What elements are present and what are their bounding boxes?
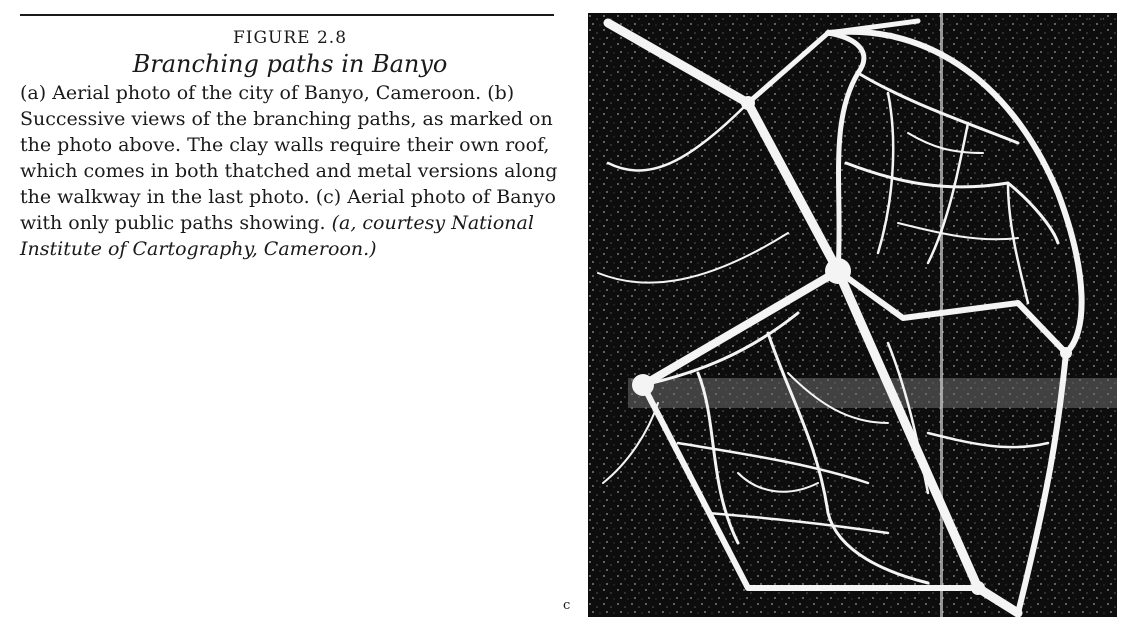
top-rule [20, 14, 554, 16]
figure-credit: (a, courtesy National Institute of Cartography, Cameroon.) [20, 212, 534, 260]
figure-body [20, 80, 560, 262]
path-network-image [588, 13, 1117, 617]
figure-caption [20, 22, 560, 262]
aerial-photo-paths [588, 13, 1117, 617]
scan-noise: · · · · [1060, 15, 1109, 25]
figure-description: (a) Aerial photo of the city of Banyo, Cameroon. (b) Successive views of the branching paths, as marked on the photo above. The clay walls require their own roof, which comes in both thatched and metal versions along the walkway in the last photo. (c) Aerial photo of Banyo with only public paths showing. [20, 82, 558, 234]
figure-title: Branching paths in Banyo [132, 50, 448, 78]
panel-label-c: c [563, 598, 571, 613]
figure-label: FIGURE 2.8 [232, 28, 348, 48]
